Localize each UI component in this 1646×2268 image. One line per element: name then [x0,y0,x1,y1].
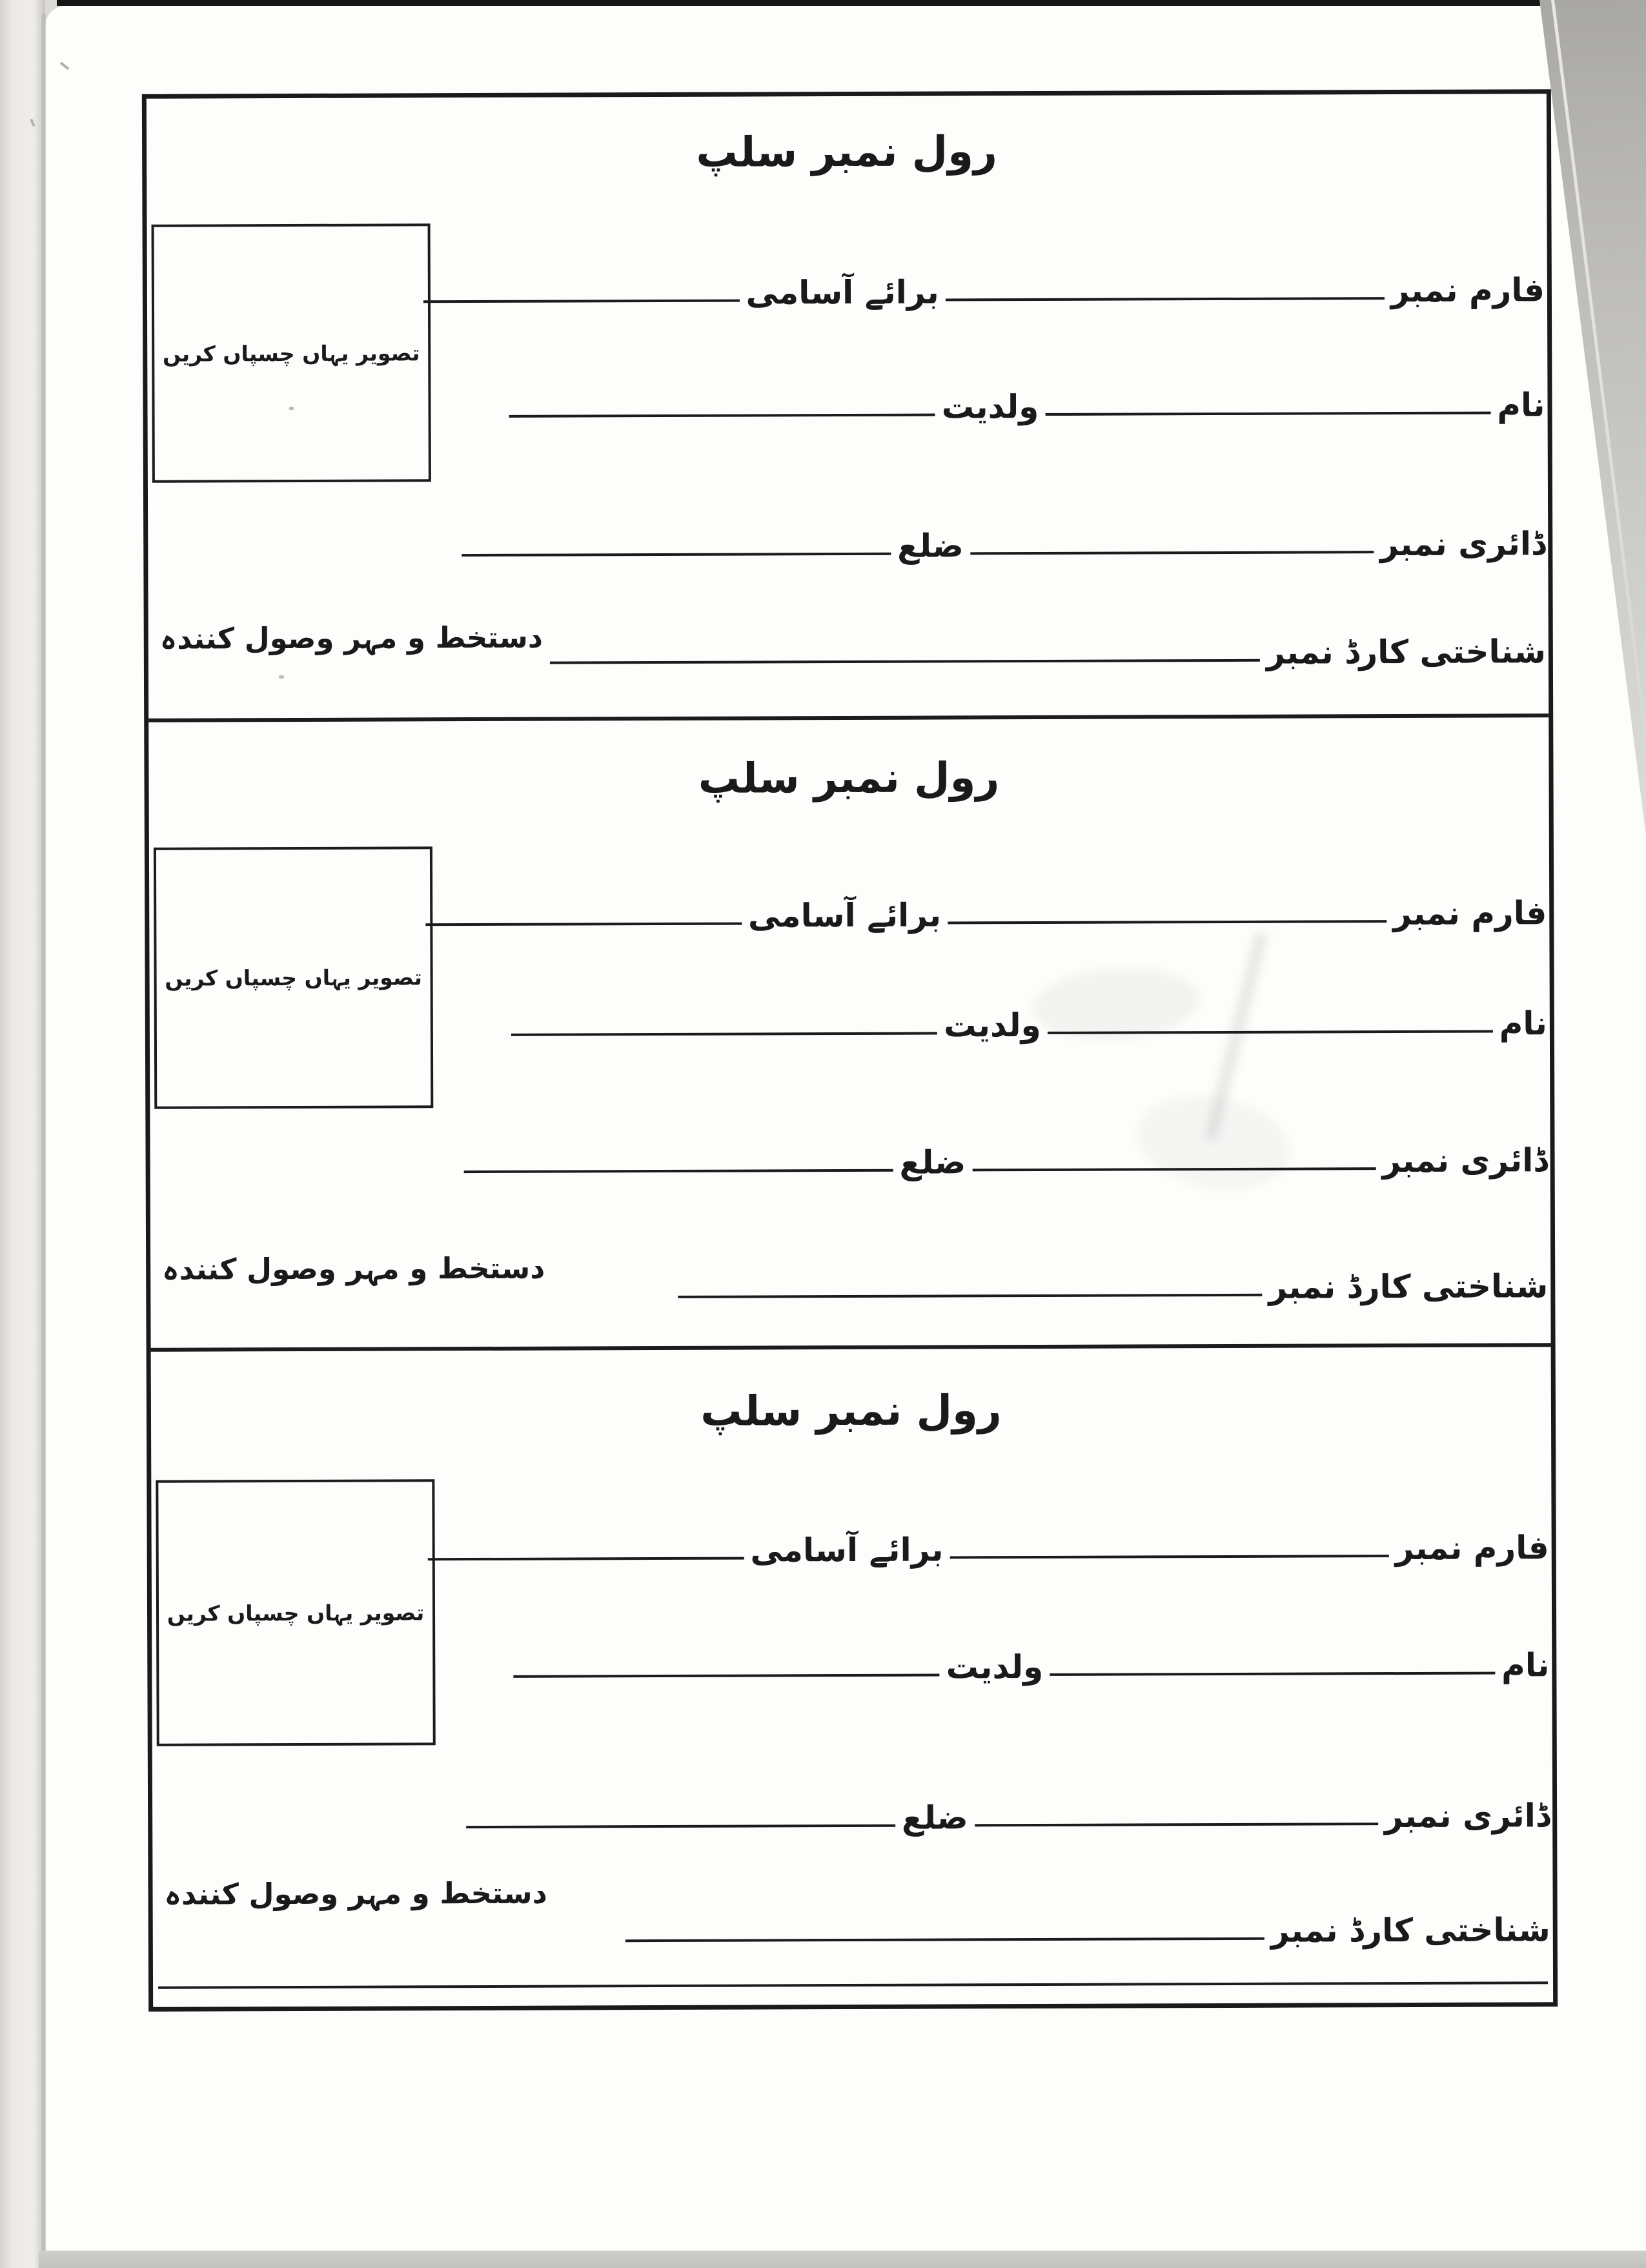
scanner-background-left [0,0,45,2268]
label-for-post: برائے آسامی [746,273,939,312]
label-diary-number: ڈائری نمبر [1384,1797,1550,1835]
label-for-post: برائے آسامی [747,896,942,935]
row-diary-number [152,491,1545,567]
label-name: نام [1499,1005,1547,1043]
slip-2 [148,717,1550,1348]
row-name [156,1612,1549,1688]
blank-line-for-post [423,300,740,303]
blank-line-district [463,1169,893,1173]
row-form-number [153,860,1547,936]
label-diary-number: ڈائری نمبر [1379,525,1546,564]
row-diary-number [156,1762,1550,1839]
row-form-number [151,237,1545,313]
label-district: ضلع [901,1799,968,1837]
row-name [151,352,1545,428]
scan-top-edge [57,0,1646,6]
blank-line-id-card-number [625,1937,1265,1942]
label-form-number: فارم نمبر [1392,894,1547,933]
label-form-number: فارم نمبر [1390,271,1545,310]
label-name: نام [1501,1646,1550,1684]
blank-line-for-post [427,1557,744,1561]
blank-line-name [1045,412,1490,416]
blank-line-for-post [425,923,742,926]
slip-1 [147,94,1549,719]
row-form-number [155,1495,1549,1571]
blank-line-name [1050,1672,1495,1676]
label-for-post: برائے آسامی [750,1531,944,1569]
slip-title: رول نمبر سلپ [696,128,997,177]
label-id-card-number: شناختی کارڈ نمبر [1268,1267,1549,1306]
label-diary-number: ڈائری نمبر [1382,1141,1548,1180]
label-district: ضلع [899,1143,966,1181]
label-signature-receiver: دستخط و مہر وصول کنندہ [164,1875,547,1912]
label-district: ضلع [897,527,964,565]
row-name [154,970,1547,1047]
scan-bottom-edge [39,2251,1646,2268]
slip-3 [151,1347,1554,2003]
label-id-card-number: شناختی کارڈ نمبر [1270,1911,1550,1950]
blank-line-diary-number [972,1167,1376,1171]
slip-title: رول نمبر سلپ [700,1387,1002,1436]
roll-number-slip-form [142,89,1558,2012]
label-form-number: فارم نمبر [1395,1529,1549,1568]
paper-left-edge [41,13,46,2253]
label-father-name: ولدیت [941,387,1039,426]
blank-line-name [1048,1030,1493,1034]
label-name: نام [1497,386,1545,424]
blank-line-father-name [509,414,935,418]
blank-line-father-name [511,1032,937,1036]
blank-line-id-card-number [550,659,1260,664]
blank-line-form-number [950,1555,1389,1558]
blank-line-form-number [946,297,1385,301]
blank-line-diary-number [970,551,1374,555]
slip-title: رول نمبر سلپ [698,754,1000,803]
photo-box-label: تصویر یہاں چسپاں کریں [162,340,420,367]
blank-line-id-card-number [678,1294,1262,1298]
label-signature-receiver: دستخط و مہر وصول کنندہ [159,620,544,656]
photo-box-label: تصویر یہاں چسپاں کریں [167,1599,425,1626]
label-father-name: ولدیت [946,1648,1044,1686]
blank-line-district [466,1824,895,1828]
blank-line-diary-number [975,1823,1378,1826]
label-father-name: ولدیت [944,1006,1041,1045]
blank-line-form-number [948,920,1387,924]
blank-line-father-name [514,1674,940,1678]
label-signature-receiver: دستخط و مہر وصول کنندہ [162,1251,545,1287]
row-diary-number [154,1107,1547,1183]
blank-line-district [462,553,891,557]
label-id-card-number: شناختی کارڈ نمبر [1266,633,1546,671]
photo-box-label: تصویر یہاں چسپاں کریں [165,965,422,991]
